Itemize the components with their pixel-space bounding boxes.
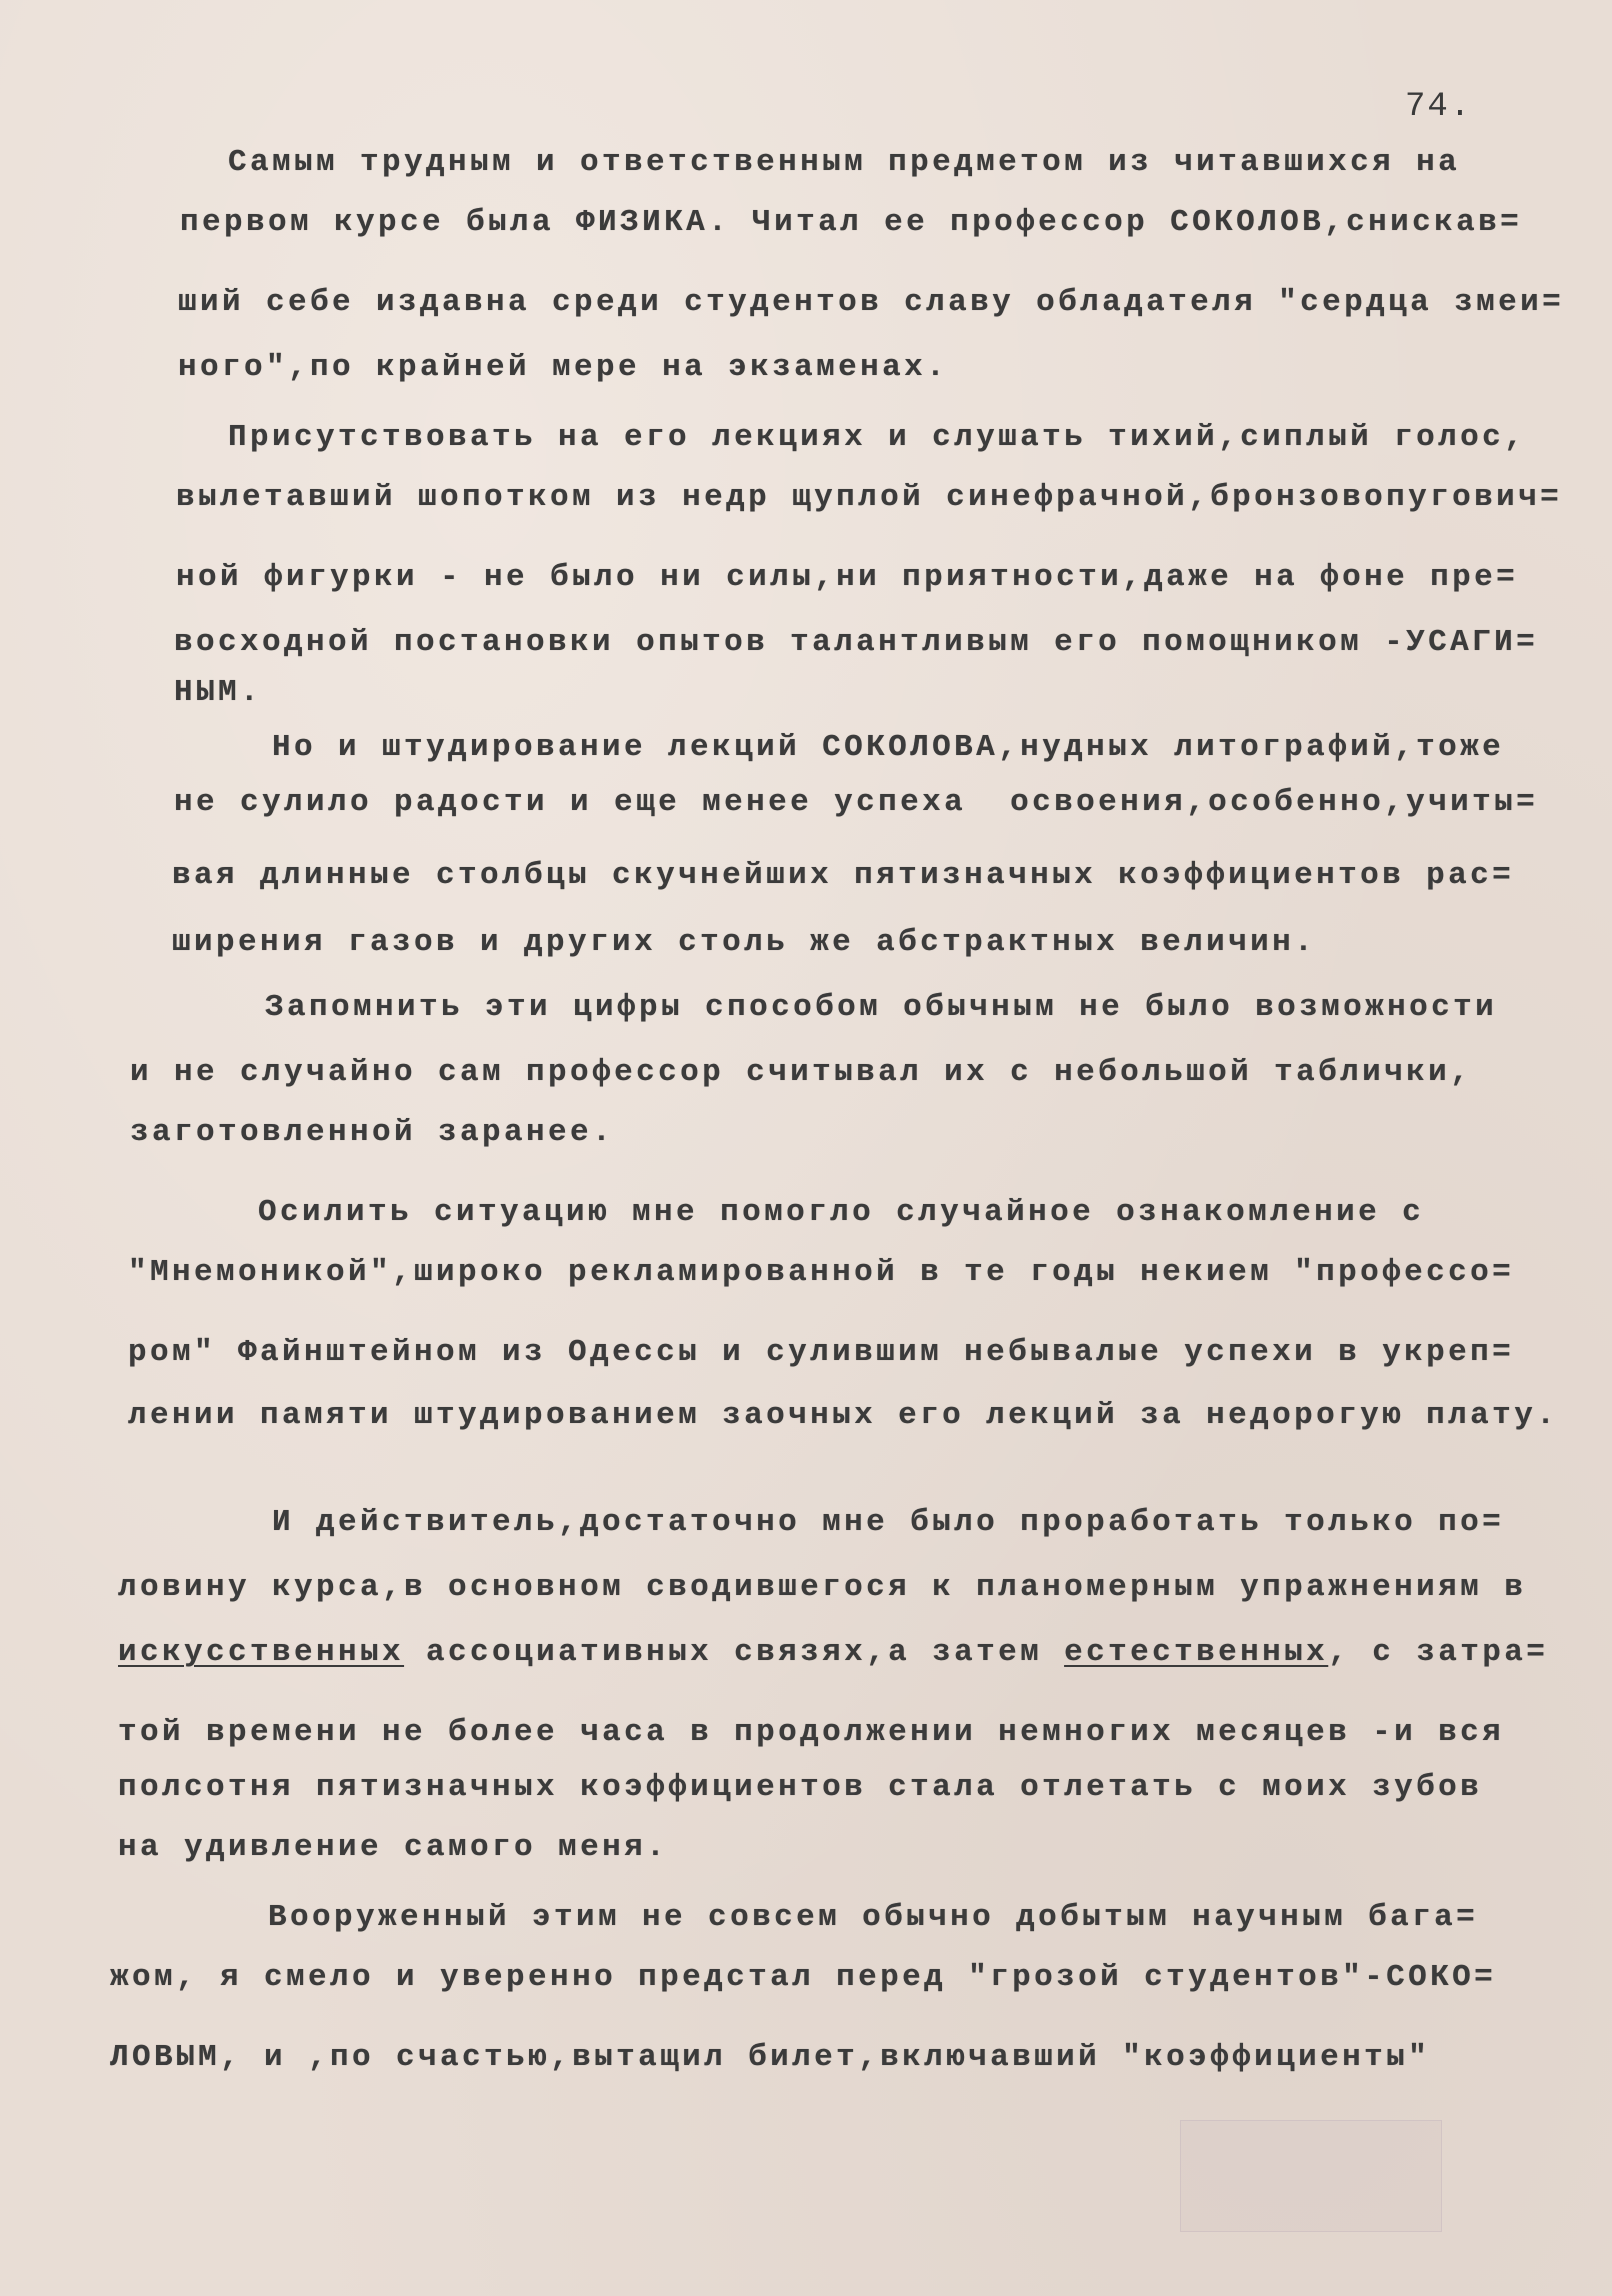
text-line: Вооруженный этим не совсем обычно добытым научным бага=	[268, 1900, 1479, 1935]
text-line: Запомнить эти цифры способом обычным не было возможности	[265, 990, 1498, 1025]
text-line: Но и штудирование лекций СОКОЛОВА,нудных литографий,тоже	[272, 730, 1505, 765]
text-line: той времени не более часа в продолжении немногих месяцев -и вся	[118, 1715, 1505, 1750]
underlined-word: естественных	[1064, 1635, 1329, 1670]
stamp-bleedthrough	[1180, 2120, 1442, 2232]
text-line: вылетавший шопотком из недр щуплой синефрачной,бронзовопугович=	[176, 480, 1563, 515]
text-line: не сулило радости и еще менее успеха освоения,особенно,учиты=	[174, 785, 1539, 820]
text-line: жом, я смело и уверенно предстал перед "грозой студентов"-СОКО=	[110, 1960, 1497, 1995]
text-line: первом курсе была ФИЗИКА. Читал ее профессор СОКОЛОВ,снискав=	[180, 205, 1523, 240]
text-line: Присутствовать на его лекциях и слушать тихий,сиплый голос,	[228, 420, 1527, 455]
text-line: лении памяти штудированием заочных его лекций за недорогую плату.	[128, 1398, 1559, 1433]
text-line: восходной постановки опытов талантливым его помощником -УСАГИ=	[174, 625, 1539, 660]
text-line: ного",по крайней мере на экзаменах.	[178, 350, 949, 385]
text-line: на удивление самого меня.	[118, 1830, 669, 1865]
page-number: 74.	[1405, 88, 1473, 126]
text-line: вая длинные столбцы скучнейших пятизначных коэффициентов рас=	[172, 858, 1515, 893]
text-line: полсотня пятизначных коэффициентов стала отлетать с моих зубов	[118, 1770, 1483, 1805]
underlined-word: искусственных	[118, 1635, 405, 1670]
text-line: ловину курса,в основном сводившегося к планомерным упражнениям в	[118, 1570, 1527, 1605]
text-line: И действитель,достаточно мне было проработать только по=	[272, 1505, 1505, 1540]
text-line: заготовленной заранее.	[130, 1115, 615, 1150]
text-post: , с затра=	[1328, 1635, 1549, 1670]
text-line: Самым трудным и ответственным предметом из читавшихся на	[228, 145, 1461, 180]
text-line: ром" Файнштейном из Одессы и сулившим небывалые успехи в укреп=	[128, 1335, 1515, 1370]
text-line: ширения газов и других столь же абстрактных величин.	[172, 925, 1317, 960]
text-line: НЫМ.	[174, 675, 263, 710]
text-line: ной фигурки - не было ни силы,ни приятности,даже на фоне пре=	[176, 560, 1519, 595]
text-line: "Мнемоникой",широко рекламированной в те годы некием "профессо=	[128, 1255, 1515, 1290]
text-line: Осилить ситуацию мне помогло случайное ознакомление с	[258, 1195, 1425, 1230]
text-line: ший себе издавна среди студентов славу обладателя "сердца змеи=	[178, 285, 1565, 320]
text-mid: ассоциативных связях,а затем	[404, 1635, 1065, 1670]
text-line-underlined	[118, 1635, 1548, 1670]
text-line: и не случайно сам профессор считывал их с небольшой таблички,	[130, 1055, 1473, 1090]
text-line: ЛОВЫМ, и ,по счастью,вытащил билет,включавший "коэффициенты"	[110, 2040, 1431, 2075]
